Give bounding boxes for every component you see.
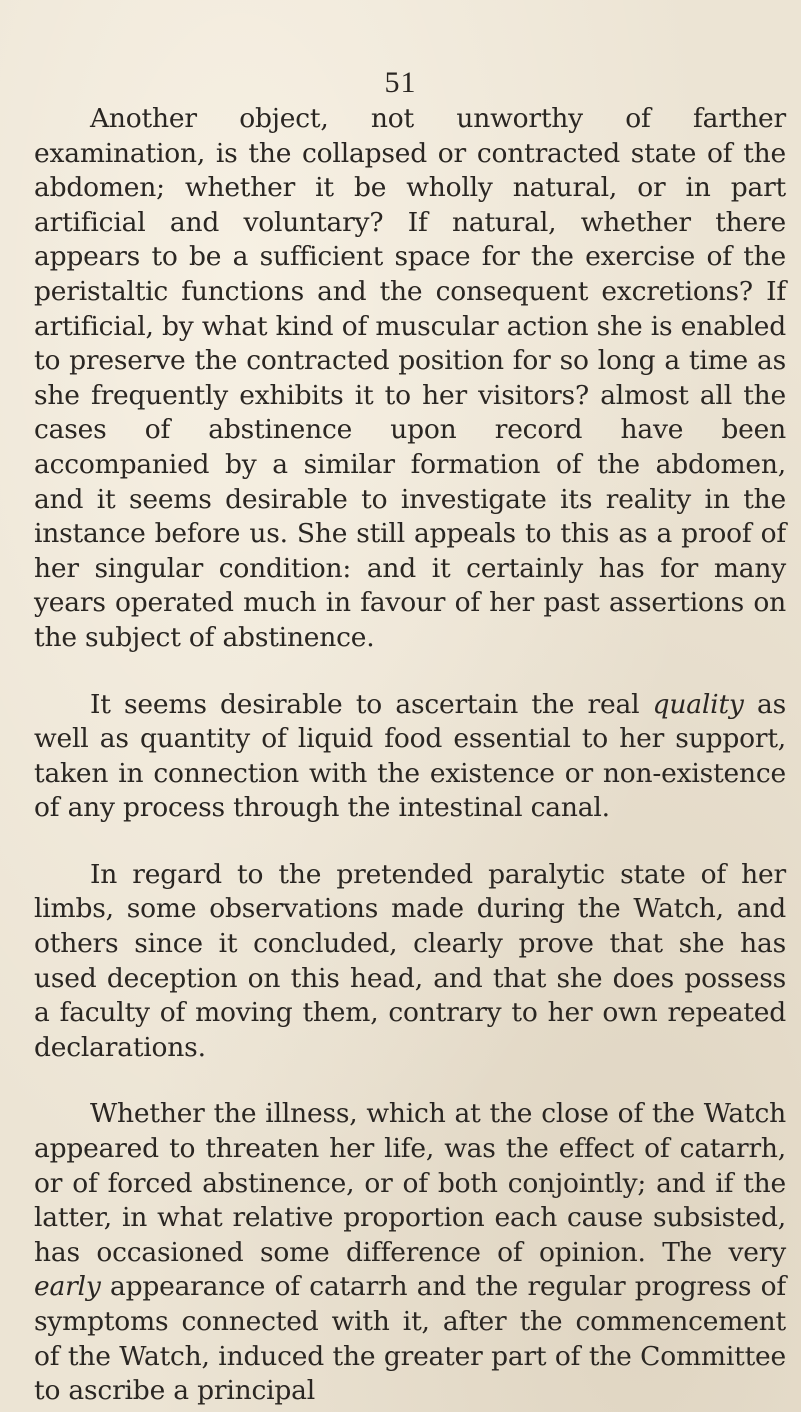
paragraph-text: as well as quantity of liquid food essential to her support, taken in connection with the existence or non-existence of any process through the intestinal canal. — [34, 688, 786, 824]
paragraph-text: appearance of catarrh and the regular progress of symptoms connected with it, after the commencement of the Watch, induced the greater part of the Committee to ascribe a principal — [34, 1271, 786, 1407]
paragraph-paralytic-limbs — [34, 858, 786, 1066]
paragraph-text: Another object, not unworthy of farther examination, is the collapsed or contracted state of the abdomen; whether it be wholly natural, or in part artificial and voluntary? If natural, whether there appears to be a sufficient space for the exercise of the peristaltic functions and the consequent excretions? If artificial, by what kind of muscular action she is enabled to preserve the contracted position for so long a time as she frequently exhibits it to her visitors? almost all the cases of abstinence upon record have been accompanied by a similar formation of the abdomen, and it seems desirable to investigate its reality in the instance before us. She still appeals to this as a proof of her singular condition: and it certainly has for many years operated much in favour of her past assertions on the subject of abstinence. — [34, 103, 786, 653]
page-number: 51 — [384, 66, 417, 99]
emphasized-word: early — [34, 1271, 101, 1303]
emphasized-word: quality — [652, 688, 744, 720]
paragraph-abdomen — [34, 102, 786, 656]
paragraph-text: It seems desirable to ascertain the real — [90, 688, 653, 720]
paragraph-text: In regard to the pretended paralytic state of her limbs, some observations made during the Watch, and others since it concluded, clearly prove that she has used deception on this head, and that she does possess a faculty of moving them, contrary to her own repeated declarations. — [34, 858, 786, 1063]
paragraph-text: Whether the illness, which at the close of the Watch appeared to threaten her life, was the effect of catarrh, or of forced abstinence, or of both conjointly; and if the latter, in what relative proportion each cause subsisted, has occasioned some difference of opinion. The very — [34, 1098, 786, 1268]
body-text — [34, 102, 786, 1409]
paragraph-liquid-food — [34, 688, 786, 826]
paragraph-illness — [34, 1097, 786, 1408]
